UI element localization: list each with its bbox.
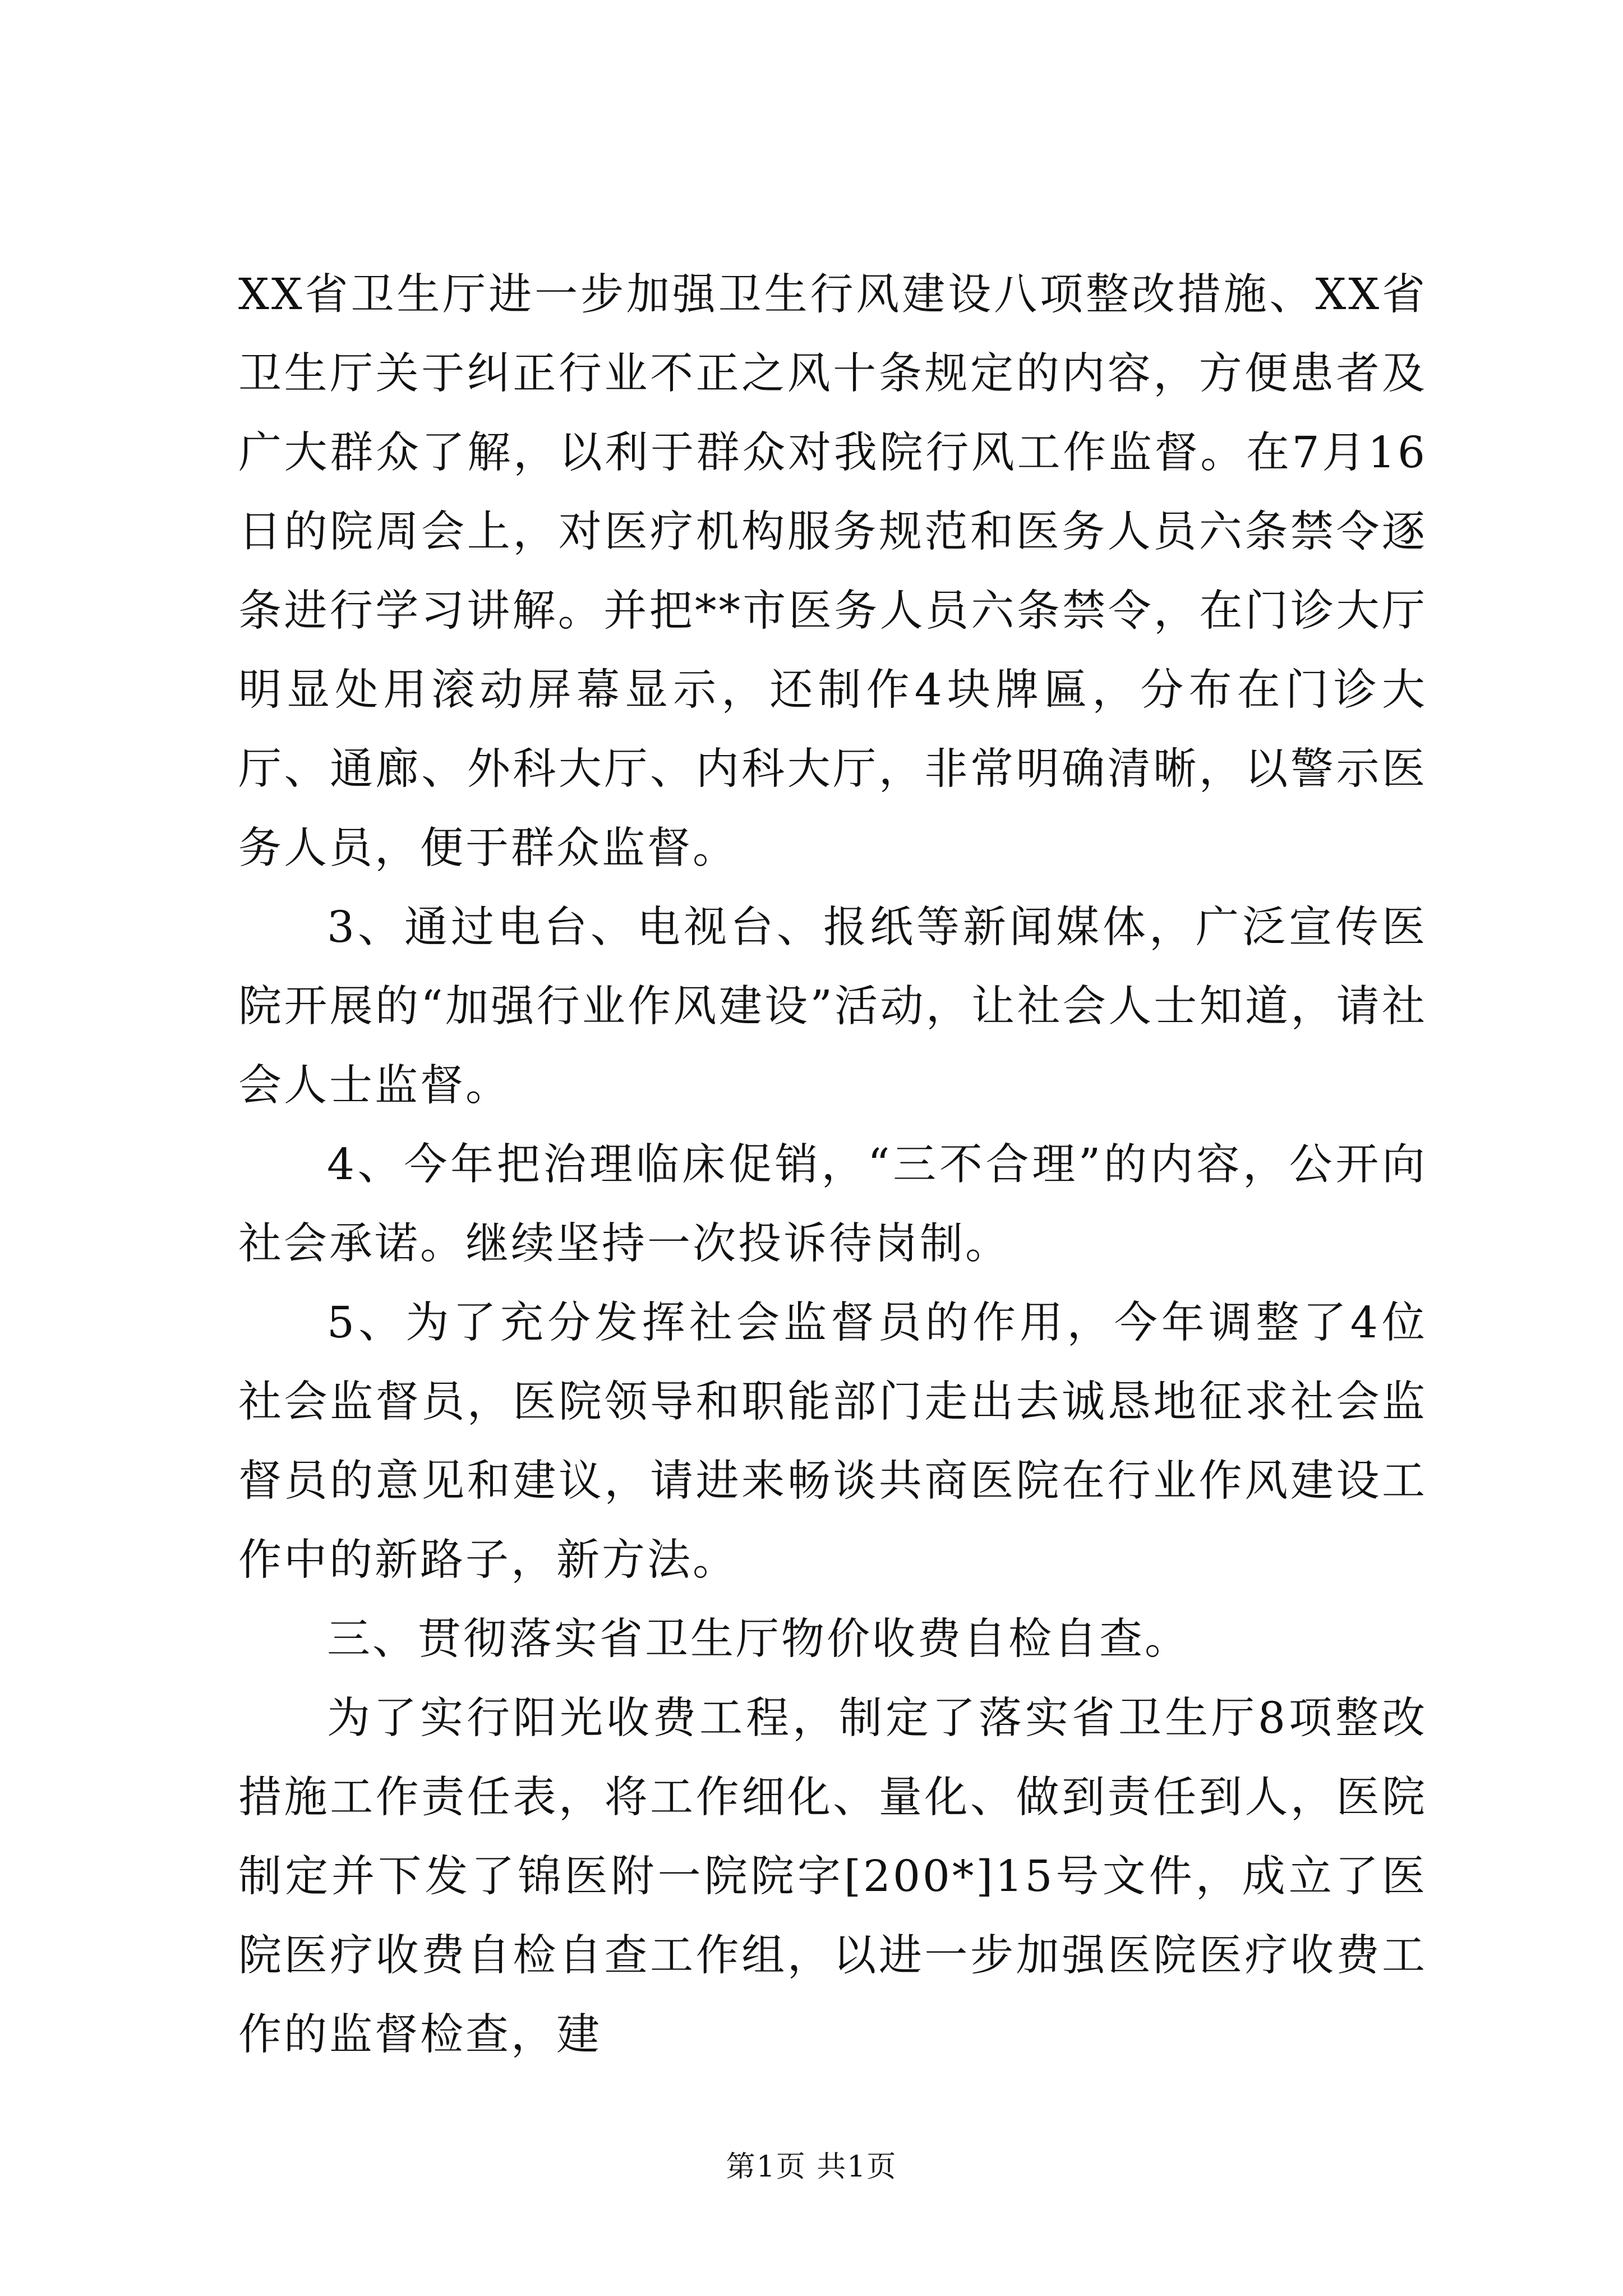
paragraph-3: 4、今年把治理临床促销，“三不合理”的内容，公开向社会承诺。继续坚持一次投诉待岗制。 [238,1140,1427,1269]
section-heading: 三、贯彻落实省卫生厅物价收费自检自查。 [327,1614,1190,1664]
paragraph-1: XX省卫生厅进一步加强卫生行风建设八项整改措施、XX省卫生厅关于纠正行业不正之风十条规定的内容，方便患者及广大群众了解，以利于群众对我院行风工作监督。在7月16日的院周会上，对医疗机构服务规范和医务人员六条禁令逐条进行学习讲解。并把**市医务人员六条禁令，在门诊大厅明显处用滚动屏幕显示，还制作4块牌匾，分布在门诊大厅、通廊、外科大厅、内科大厅，非常明确清晰，以警示医务人员，便于群众监督。 [238,270,1427,873]
paragraph-2: 3、通过电台、电视台、报纸等新闻媒体，广泛宣传医院开展的“加强行业作风建设”活动，让社会人士知道，请社会人士监督。 [238,903,1427,1111]
document-body [238,255,1427,2074]
paragraph-4: 5、为了充分发挥社会监督员的作用，今年调整了4位社会监督员，医院领导和职能部门走出去诚恳地征求社会监督员的意见和建议，请进来畅谈共商医院在行业作风建设工作中的新路子，新方法。 [238,1298,1427,1585]
page-footer: 第1页 共1页 [726,2150,897,2184]
paragraph-5: 为了实行阳光收费工程，制定了落实省卫生厅8项整改措施工作责任表，将工作细化、量化、做到责任到人，医院制定并下发了锦医附一院院字[200*]15号文件，成立了医院医疗收费自检自查工作组，以进一步加强医院医疗收费工作的监督检查，建 [238,1694,1427,2060]
